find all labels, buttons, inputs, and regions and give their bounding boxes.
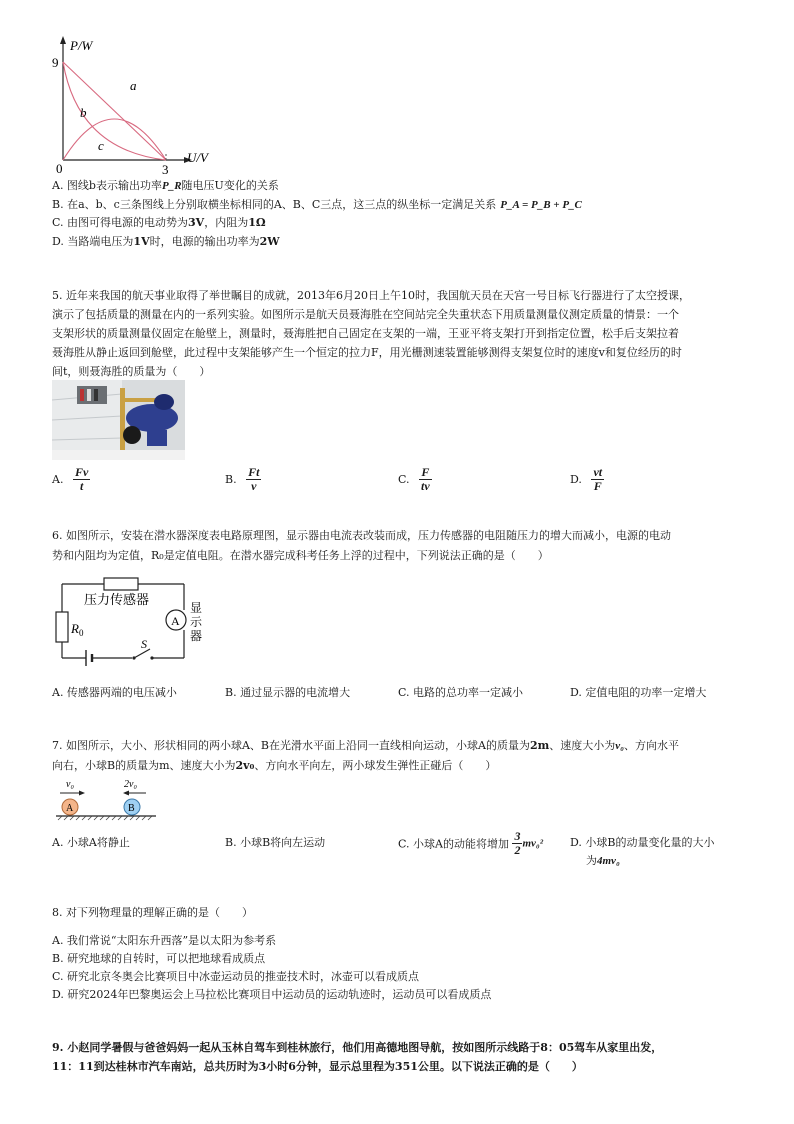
sensor-label: 压力传感器 xyxy=(84,592,150,607)
q5-option-a-fraction xyxy=(73,466,90,493)
q5-option-a-num: Fv xyxy=(74,465,89,479)
r0-resistor xyxy=(56,612,68,642)
q7-option-c-num: 3 xyxy=(514,829,521,843)
q4-option-d-power: 2W xyxy=(259,235,280,248)
display-label-1: 显 xyxy=(190,601,203,615)
x-tick-3: 3 xyxy=(162,162,169,177)
switch-label: S xyxy=(141,637,147,651)
q5-line-5: 间t，则聂海胜的质量为（ ） xyxy=(52,365,211,378)
ball-b-label: B xyxy=(128,803,135,814)
y-axis-label: P/W xyxy=(70,38,93,53)
q5-line-1: 5. 近年来我国的航天事业取得了举世瞩目的成就，2013年6月20日上午10时，我国航天员在天宫一号目标飞行器进行了太空授课， xyxy=(52,289,690,302)
q6-option-a: A. 传感器两端的电压减小 xyxy=(52,686,177,699)
q7-option-d-line-2 xyxy=(586,852,620,868)
q5-option-b-fraction xyxy=(246,466,261,493)
q4-option-a-suffix: 随电压U变化的关系 xyxy=(181,179,279,192)
q8-option-d: D. 研究2024年巴黎奥运会上马拉松比赛项目中运动员的运动轨迹时，运动员可以看成质点 xyxy=(52,988,492,1001)
q5-option-d-num: vt xyxy=(593,465,603,479)
curve-a xyxy=(63,62,166,160)
ball-b-velocity-label: 2v₀ xyxy=(124,779,137,790)
q4-option-d xyxy=(52,233,280,249)
q5-option-a-den: t xyxy=(79,479,84,493)
q6-line-1: 6. 如图所示，安装在潜水器深度表电路原理图，显示器由电流表改装而成，压力传感器的电阻随压力的增大而减小，电源的电动 xyxy=(52,529,671,542)
astronaut-mass-measurement-photo xyxy=(52,380,185,460)
curve-c-label: c xyxy=(98,138,104,153)
q7-option-c xyxy=(398,830,543,857)
q8-option-b: B. 研究地球的自转时，可以把地球看成质点 xyxy=(52,952,266,965)
y-tick-9: 9 xyxy=(52,55,59,70)
q6-option-d: D. 定值电阻的功率一定增大 xyxy=(570,686,707,699)
q5-option-a-letter: A. xyxy=(52,473,64,486)
q4-option-c-resistance: 1Ω xyxy=(248,216,266,229)
q5-option-d-fraction xyxy=(591,466,604,493)
q8-title: 8. 对下列物理量的理解正确的是（ ） xyxy=(52,906,253,919)
q4-option-c-mid: ，内阻为 xyxy=(204,216,249,229)
q7-line-2 xyxy=(52,756,496,776)
q5-option-d-den: F xyxy=(593,479,602,493)
q7-line-1 xyxy=(52,736,679,756)
q4-option-d-mid: 时，电源的输出功率为 xyxy=(149,235,260,248)
q5-line-2: 演示了包括质量的测量在内的一系列实验。如图所示是航天员聂海胜在空间站完全失重状态下用质量测量仪测定质量的情景：一个 xyxy=(52,308,679,321)
x-axis-label: U/V xyxy=(187,150,208,165)
ball-a-velocity-label: v₀ xyxy=(66,779,74,790)
power-voltage-graph xyxy=(48,32,218,177)
sensor-resistor xyxy=(104,578,138,590)
q6-line-2: 势和内阻均为定值，R₀是定值电阻。在潜水器完成科考任务上浮的过程中，下列说法正确的是（ ） xyxy=(52,549,549,562)
y-axis-arrow xyxy=(60,36,66,44)
q5-line-3: 支架形状的质量测量仪固定在舱壁上，测量时，聂海胜把自己固定在支架的一端，王亚平将支架打开到指定位置，松手后支架拉着 xyxy=(52,327,679,340)
q7-option-a: A. 小球A将静止 xyxy=(52,836,130,849)
q7-velocity-b: 2v₀ xyxy=(235,759,255,772)
q5-option-a xyxy=(52,466,90,493)
q5-option-b xyxy=(225,466,261,493)
q7-option-c-den: 2 xyxy=(514,843,521,857)
q7-option-c-tail: mv₀² xyxy=(522,837,544,850)
q5-option-b-num: Ft xyxy=(248,465,260,479)
q5-option-d xyxy=(570,466,604,493)
q9-line-2: 11：11到达桂林市汽车南站，总共历时为3小时6分钟，显示总里程为351公里。以下说法正确的是（ ） xyxy=(52,1060,583,1073)
q4-option-c-emf: 3V xyxy=(188,216,205,229)
display-label-2: 示 xyxy=(190,615,203,629)
q7-line-1-b: 、速度大小为 xyxy=(549,739,616,752)
q5-option-d-letter: D. xyxy=(570,473,582,486)
origin-label: 0 xyxy=(56,161,63,176)
q5-option-c-fraction xyxy=(419,466,432,493)
q8-option-c: C. 研究北京冬奥会比赛项目中冰壶运动员的推壶技术时，冰壶可以看成质点 xyxy=(52,970,420,983)
r0-label: $R_0$ xyxy=(71,621,84,638)
q5-option-c-den: tv xyxy=(421,479,430,493)
q7-mass-a: 2m xyxy=(529,739,550,752)
q7-line-1-c: 、方向水平 xyxy=(623,739,679,752)
q7-option-c-prefix: C. 小球A的动能将增加 xyxy=(398,837,509,851)
q5-option-c-letter: C. xyxy=(398,473,410,486)
q4-option-c-prefix: C. 由图可得电源的电动势为 xyxy=(52,216,189,229)
q6-option-b: B. 通过显示器的电流增大 xyxy=(225,686,351,699)
q7-option-d-math: 4mv₀ xyxy=(597,855,620,867)
q7-line-2-a: 向右，小球B的质量为m、速度大小为 xyxy=(52,759,236,772)
q7-option-d-prefix: 为 xyxy=(586,854,597,867)
curve-a-label: a xyxy=(130,78,137,93)
curve-c xyxy=(63,119,166,160)
q4-option-d-voltage: 1V xyxy=(133,235,150,248)
q4-option-b-prefix: B. 在a、b、c三条图线上分别取横坐标相同的A、B、C三点，这三点的纵坐标一定满足关系 xyxy=(52,198,497,211)
q4-option-a-math: P_R xyxy=(161,180,182,192)
q7-line-1-a: 7. 如图所示，大小、形状相同的两小球A、B在光滑水平面上沿同一直线相向运动，小球A的质量为 xyxy=(52,739,530,752)
q5-option-c xyxy=(398,466,432,493)
q9-line-1: 9. 小赵同学暑假与爸爸妈妈一起从玉林自驾车到桂林旅行，他们用高德地图导航，按如图所示线路于8：05驾车从家里出发， xyxy=(52,1041,663,1054)
q4-option-d-prefix: D. 当路端电压为 xyxy=(52,235,134,248)
ammeter-label: A xyxy=(171,614,180,628)
curve-b-label: b xyxy=(80,105,87,120)
q5-option-c-num: F xyxy=(419,466,432,480)
q5-option-b-den: v xyxy=(251,479,257,493)
q4-option-b xyxy=(52,196,582,212)
q7-line-2-b: 、方向水平向左，两小球发生弹性正碰后（ ） xyxy=(254,759,497,772)
q4-option-a-prefix: A. 图线b表示输出功率 xyxy=(52,179,162,192)
q4-option-c xyxy=(52,214,266,230)
q4-option-b-math: P_A = P_B + P_C xyxy=(500,199,582,211)
q7-velocity-a: v₀ xyxy=(615,740,624,752)
q5-line-4: 聂海胜从静止返回到舱壁，此过程中支架能够产生一个恒定的拉力F，用光栅测速装置能够测得支架复位时的速度v和复位经历的时 xyxy=(52,346,682,359)
q8-option-a: A. 我们常说“太阳东升西落”是以太阳为参考系 xyxy=(52,934,277,947)
q5-option-b-letter: B. xyxy=(225,473,237,486)
ball-a-label: A xyxy=(66,803,74,814)
display-label-3: 器 xyxy=(190,629,203,643)
two-balls-collision-figure xyxy=(52,776,158,824)
q6-option-c: C. 电路的总功率一定减小 xyxy=(398,686,524,699)
q4-option-a xyxy=(52,177,279,193)
q7-option-d-line-1: D. 小球B的动量变化量的大小 xyxy=(570,836,715,849)
q7-option-b: B. 小球B将向左运动 xyxy=(225,836,326,849)
q7-option-c-fraction xyxy=(512,830,522,857)
depth-gauge-circuit-diagram xyxy=(52,570,212,670)
